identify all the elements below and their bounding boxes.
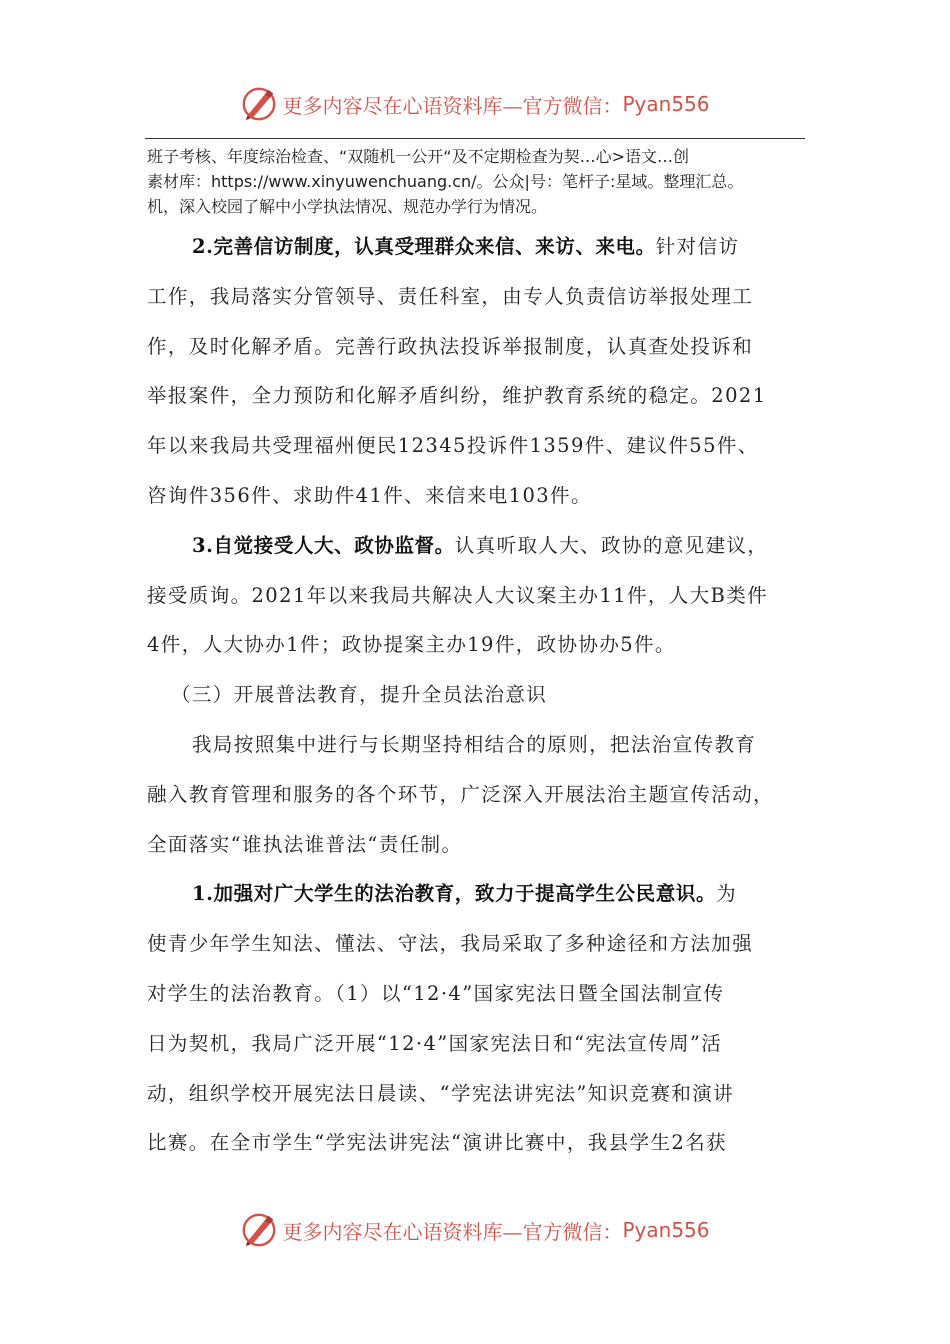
banner-text: 更多内容尽在心语资料库—官方微信： [282, 93, 623, 118]
header-rule [145, 138, 805, 139]
paragraph-line: 比赛。在全市学生“学宪法讲宪法“演讲比赛中，我县学生2名获 [147, 1131, 727, 1155]
paragraph-line [147, 222, 807, 272]
paragraph-line: 日为契机，我局广泛开展“12·4”国家宪法日和“宪法宣传周”活 [147, 1031, 723, 1055]
paragraph-line: 对学生的法治教育。（1）以“12·4”国家宪法日暨全国法制宣传 [147, 981, 725, 1005]
banner-wechat-id: Pyan556 [622, 1218, 710, 1242]
bottom-banner [0, 1210, 950, 1250]
paragraph-text: 针对信访 [655, 235, 740, 258]
paragraph-line: 全面落实“谁执法谁普法“责任制。 [147, 832, 463, 856]
paragraph-line: 年以来我局共受理福州便民12345投诉件1359件、建议件55件、 [147, 434, 759, 458]
paragraph-text: 认真听取人大、政协的意见建议， [454, 533, 769, 557]
paragraph-line: 接受质询。2021年以来我局共解决人大议案主办11件，人大B类件 [147, 583, 769, 607]
header-note-line: 机，深入校园了解中小学执法情况、规范办学行为情况。 [147, 197, 548, 216]
paragraph-line: 举报案件，全力预防和化解矛盾纠纷，维护教育系统的稳定。2021 [147, 384, 767, 408]
pen-logo-icon [240, 1211, 278, 1249]
paragraph-text: 为 [716, 882, 737, 906]
banner-text: 更多内容尽在心语资料库—官方微信： [282, 1219, 623, 1244]
top-banner [0, 84, 950, 124]
paragraph-line: 工作，我局落实分管领导、责任科室，由专人负责信访举报处理工 [147, 284, 754, 308]
paragraph-line: 动，组织学校开展宪法日晨读、“学宪法讲宪法”知识竞赛和演讲 [147, 1081, 735, 1105]
document-body [147, 222, 807, 1168]
subsection-title: （三）开展普法教育，提升全员法治意识 [171, 683, 548, 707]
header-note-line: 素材库：https://www.xinyuwenchuang.cn/。公众|号：笔杆子:星域。整理汇总。 [147, 172, 744, 191]
header-note-line: 班子考核、年度综治检查、“双随机一公开“及不定期检查为契…心>语文…创 [147, 147, 689, 166]
paragraph-line: 使青少年学生知法、懂法、守法，我局采取了多种途径和方法加强 [147, 932, 754, 956]
section-heading: 2.完善信访制度，认真受理群众来信、来访、来电。 [192, 235, 656, 258]
banner-wechat-id: Pyan556 [622, 92, 710, 116]
header-note [147, 144, 807, 219]
paragraph-line [147, 521, 807, 571]
section-heading: 1.加强对广大学生的法治教育，致力于提高学生公民意识。 [192, 882, 717, 906]
paragraph-line: 融入教育管理和服务的各个环节，广泛深入开展法治主题宣传活动， [147, 782, 775, 806]
paragraph-line: 作，及时化解矛盾。完善行政执法投诉举报制度，认真查处投诉和 [147, 334, 754, 358]
paragraph-line [147, 869, 807, 919]
paragraph-line: 咨询件356件、求助件41件、来信来电103件。 [147, 483, 592, 507]
section-heading: 3.自觉接受人大、政协监督。 [192, 533, 455, 557]
paragraph-line: 我局按照集中进行与长期坚持相结合的原则，把法治宣传教育 [192, 732, 757, 756]
paragraph-line: 4件，人大协办1件；政协提案主办19件，政协协办5件。 [147, 633, 676, 657]
pen-logo-icon [240, 85, 278, 123]
